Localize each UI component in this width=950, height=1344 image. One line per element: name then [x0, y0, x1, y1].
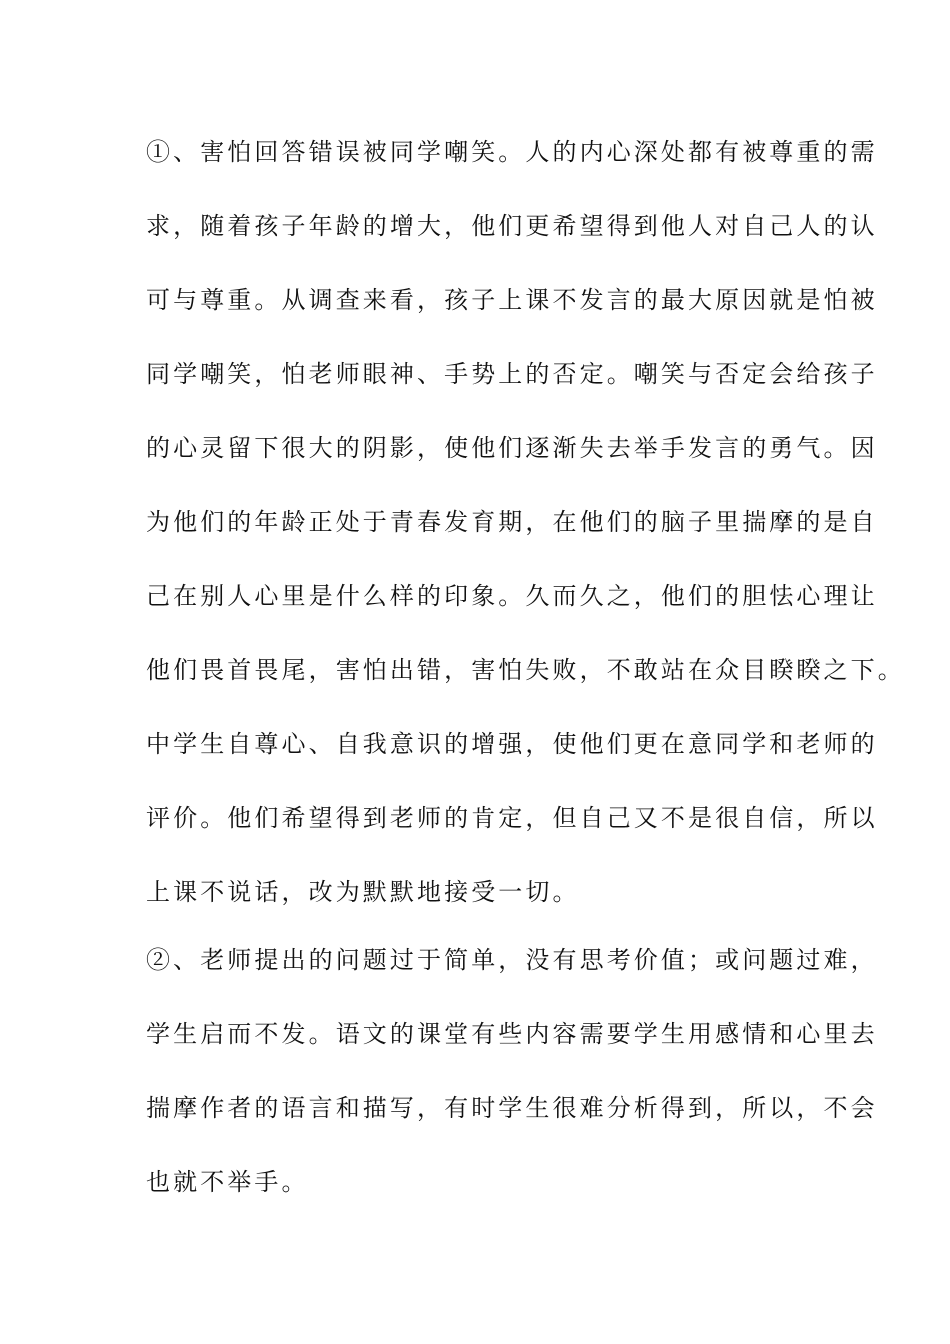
- text-line: 求，随着孩子年龄的增大，他们更希望得到他人对自己人的认: [146, 212, 878, 240]
- text-line: 评价。他们希望得到老师的肯定，但自己又不是很自信，所以: [146, 804, 878, 832]
- text-line: 上课不说话，改为默默地接受一切。: [146, 878, 580, 906]
- text-line: 学生启而不发。语文的课堂有些内容需要学生用感情和心里去: [146, 1020, 878, 1048]
- text-line: 的心灵留下很大的阴影，使他们逐渐失去举手发言的勇气。因: [146, 434, 878, 462]
- text-line: 己在别人心里是什么样的印象。久而久之，他们的胆怯心理让: [146, 582, 878, 610]
- text-line: 也就不举手。: [146, 1168, 309, 1196]
- text-line: 可与尊重。从调查来看，孩子上课不发言的最大原因就是怕被: [146, 286, 878, 314]
- text-line: 他们畏首畏尾，害怕出错，害怕失败，不敢站在众目睽睽之下。: [146, 656, 905, 684]
- text-line: 揣摩作者的语言和描写，有时学生很难分析得到，所以，不会: [146, 1094, 878, 1122]
- text-line: ②、老师提出的问题过于简单，没有思考价值；或问题过难，: [146, 946, 878, 974]
- text-line: 同学嘲笑，怕老师眼神、手势上的否定。嘲笑与否定会给孩子: [146, 360, 878, 388]
- text-line: 中学生自尊心、自我意识的增强，使他们更在意同学和老师的: [146, 730, 878, 758]
- text-line: 为他们的年龄正处于青春发育期，在他们的脑子里揣摩的是自: [146, 508, 878, 536]
- text-line: ①、害怕回答错误被同学嘲笑。人的内心深处都有被尊重的需: [146, 138, 878, 166]
